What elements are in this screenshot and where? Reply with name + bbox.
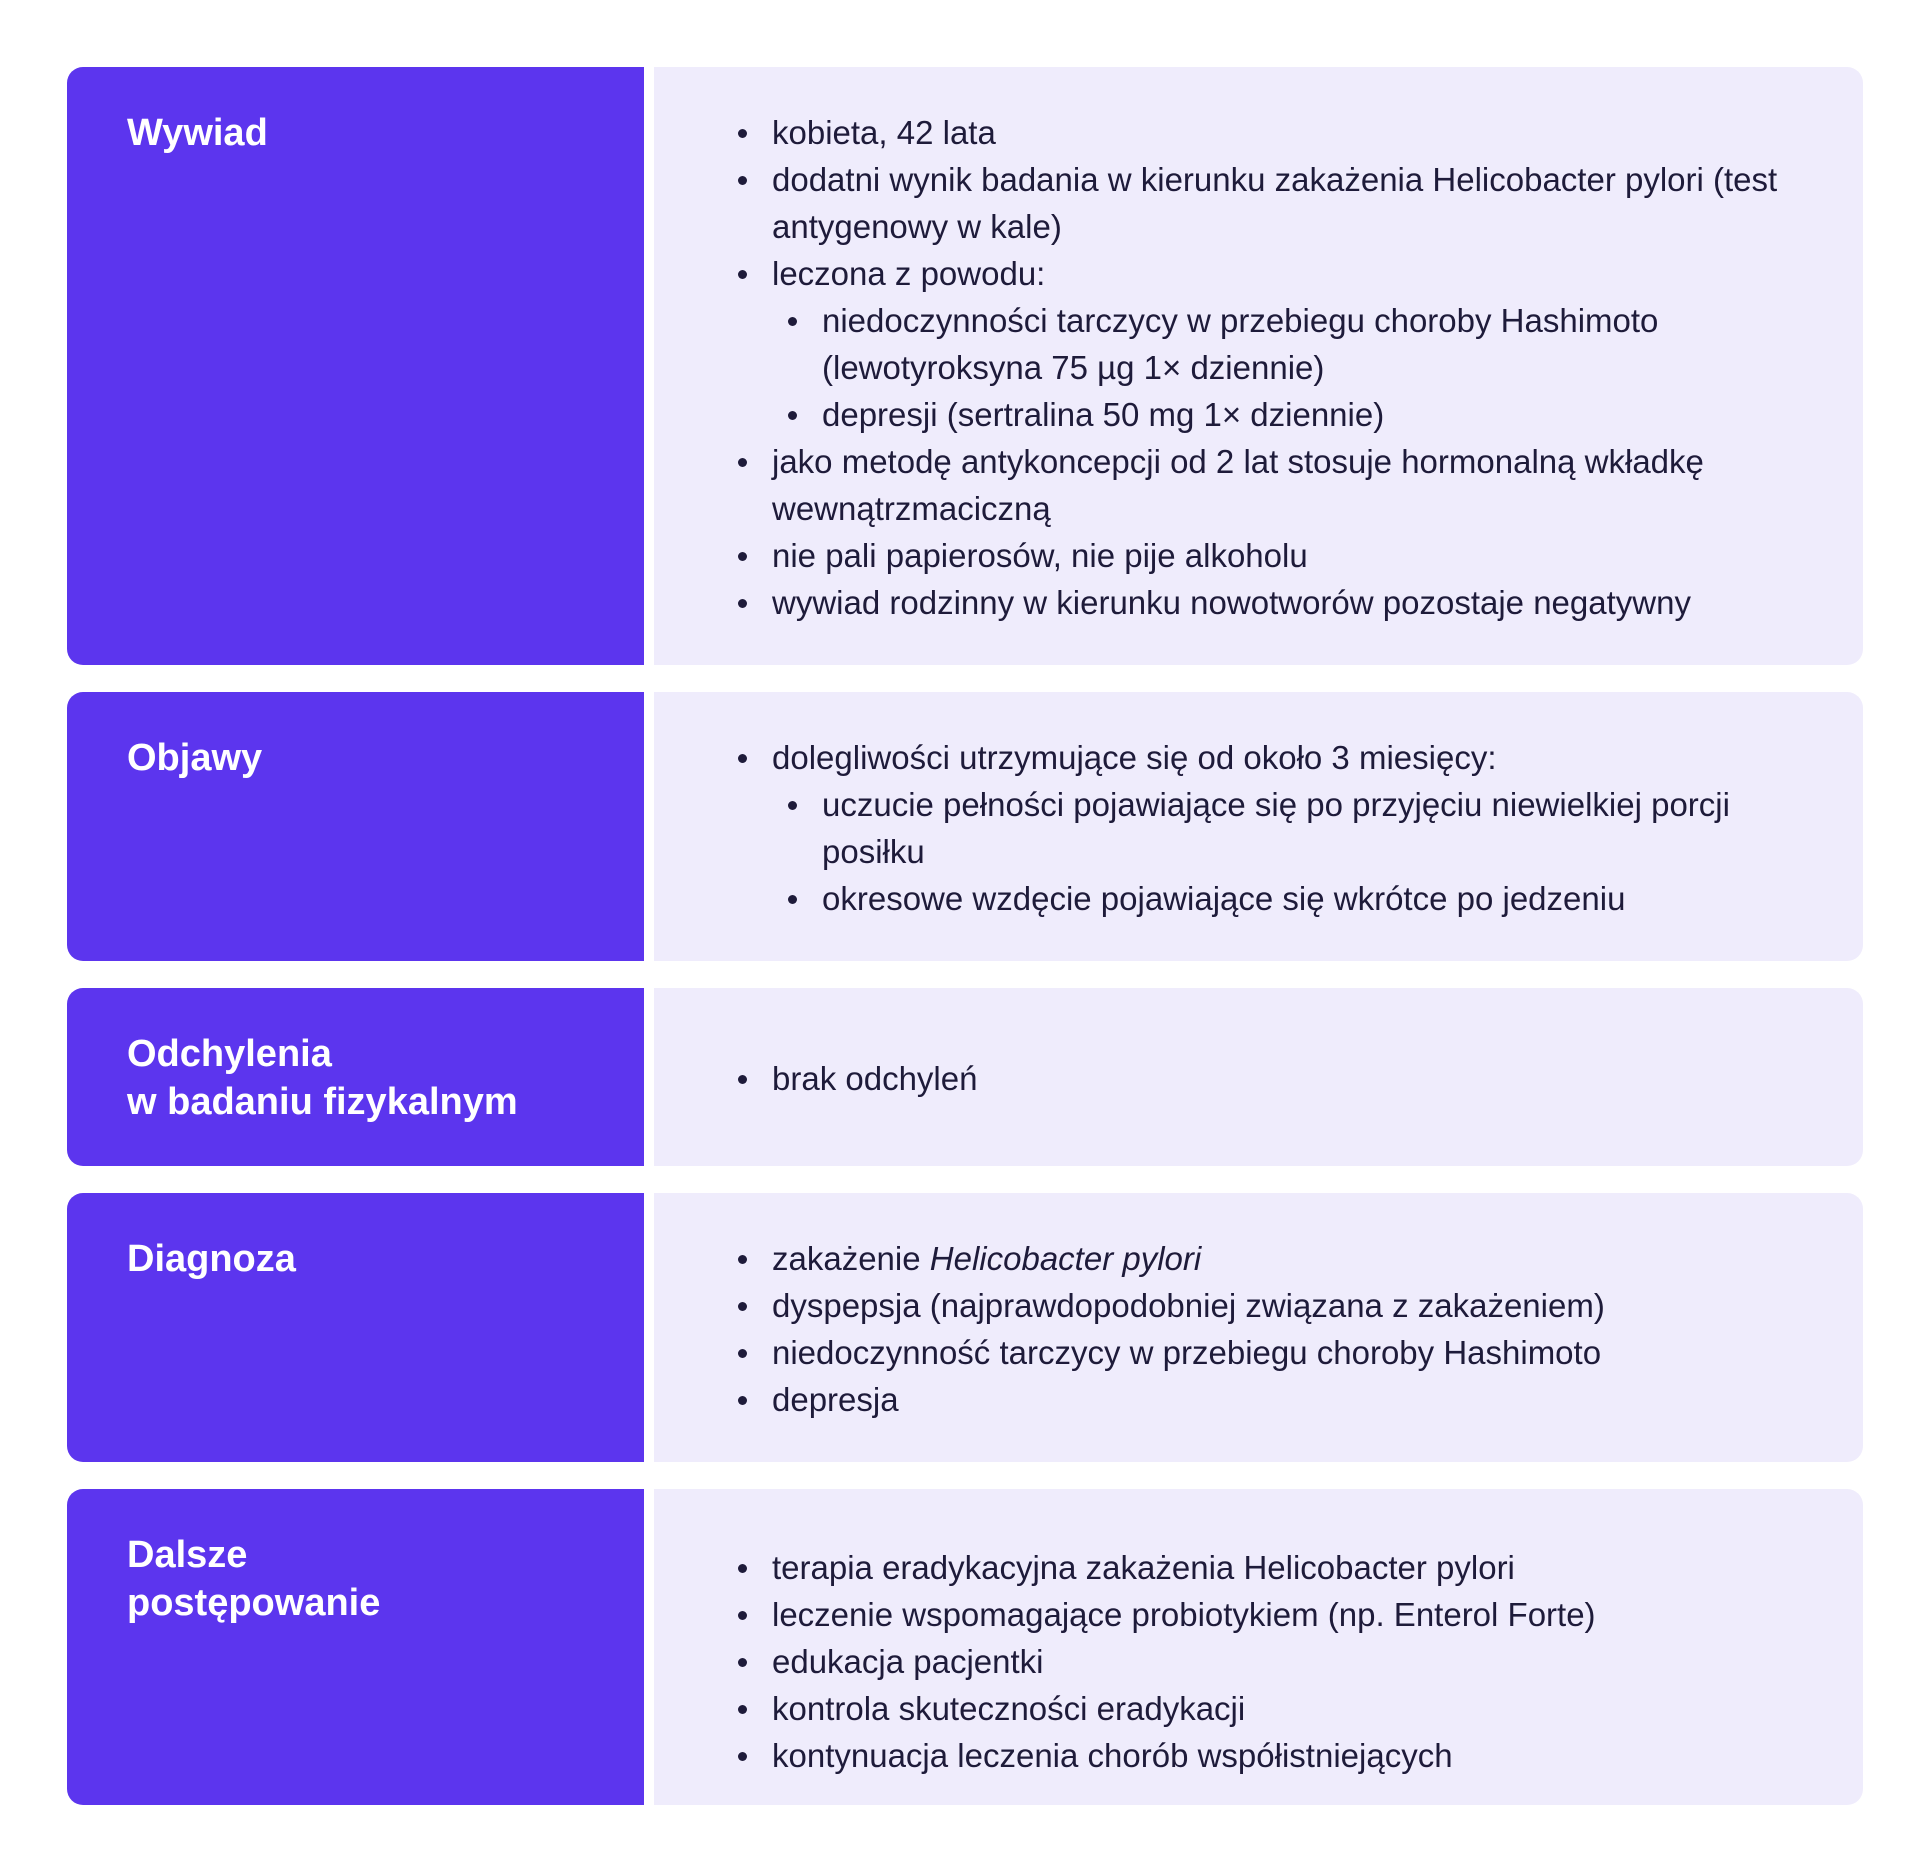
list-item: brak odchyleń xyxy=(736,1055,1803,1102)
content-cell xyxy=(654,988,1863,1166)
list-item: kobieta, 42 lata xyxy=(736,109,1803,156)
row-dalsze-postepowanie xyxy=(67,1489,1863,1805)
label-cell xyxy=(67,67,644,665)
row-label: Odchylenia w badaniu fizykalnym xyxy=(127,1033,518,1123)
bullet-list xyxy=(736,1544,1803,1779)
bullet-list xyxy=(736,1055,1803,1102)
label-cell xyxy=(67,1193,644,1462)
list-item: leczenie wspomagające probiotykiem (np. Enterol Forte) xyxy=(736,1591,1803,1638)
list-item xyxy=(736,250,1803,438)
bullet-list xyxy=(736,734,1803,922)
row-wywiad xyxy=(67,67,1863,665)
content-cell xyxy=(654,67,1863,665)
sub-list-item: niedoczynności tarczycy w przebiegu choroby Hashimoto (lewotyroksyna 75 µg 1× dziennie) xyxy=(786,297,1803,391)
list-item: kontrola skuteczności eradykacji xyxy=(736,1685,1803,1732)
sub-bullet-list xyxy=(786,297,1803,438)
list-item: dyspepsja (najprawdopodobniej związana z zakażeniem) xyxy=(736,1282,1803,1329)
row-label: Wywiad xyxy=(127,112,268,154)
sub-list-item: uczucie pełności pojawiające się po przyjęciu niewielkiej porcji posiłku xyxy=(786,781,1803,875)
content-cell xyxy=(654,1193,1863,1462)
list-item: depresja xyxy=(736,1376,1803,1423)
sub-list-item: depresji (sertralina 50 mg 1× dziennie) xyxy=(786,391,1803,438)
row-label: Diagnoza xyxy=(127,1238,296,1280)
list-item: wywiad rodzinny w kierunku nowotworów pozostaje negatywny xyxy=(736,579,1803,626)
list-item: edukacja pacjentki xyxy=(736,1638,1803,1685)
list-item: niedoczynność tarczycy w przebiegu choroby Hashimoto xyxy=(736,1329,1803,1376)
list-item-text: zakażenie xyxy=(772,1240,930,1277)
bullet-list xyxy=(736,1235,1803,1423)
list-item-text: leczona z powodu: xyxy=(772,255,1046,292)
list-item-text: dolegliwości utrzymujące się od około 3 miesięcy: xyxy=(772,739,1497,776)
list-item: dodatni wynik badania w kierunku zakażenia Helicobacter pylori (test antygenowy w kale) xyxy=(736,156,1803,250)
content-cell xyxy=(654,1489,1863,1805)
list-item: jako metodę antykoncepcji od 2 lat stosuje hormonalną wkładkę wewnątrzmaciczną xyxy=(736,438,1803,532)
row-objawy xyxy=(67,692,1863,961)
label-cell xyxy=(67,1489,644,1805)
sub-list-item: okresowe wzdęcie pojawiające się wkrótce po jedzeniu xyxy=(786,875,1803,922)
list-item xyxy=(736,1235,1803,1282)
row-diagnoza xyxy=(67,1193,1863,1462)
bullet-list xyxy=(736,109,1803,626)
list-item: nie pali papierosów, nie pije alkoholu xyxy=(736,532,1803,579)
case-summary-table xyxy=(67,67,1863,1805)
row-odchylenia xyxy=(67,988,1863,1166)
list-item: terapia eradykacyjna zakażenia Helicobacter pylori xyxy=(736,1544,1803,1591)
row-label: Dalsze postępowanie xyxy=(127,1534,381,1624)
sub-bullet-list xyxy=(786,781,1803,922)
list-item xyxy=(736,734,1803,922)
list-item: kontynuacja leczenia chorób współistniejących xyxy=(736,1732,1803,1779)
label-cell xyxy=(67,692,644,961)
content-cell xyxy=(654,692,1863,961)
row-label: Objawy xyxy=(127,737,263,779)
label-cell xyxy=(67,988,644,1166)
species-name: Helicobacter pylori xyxy=(929,1240,1202,1277)
